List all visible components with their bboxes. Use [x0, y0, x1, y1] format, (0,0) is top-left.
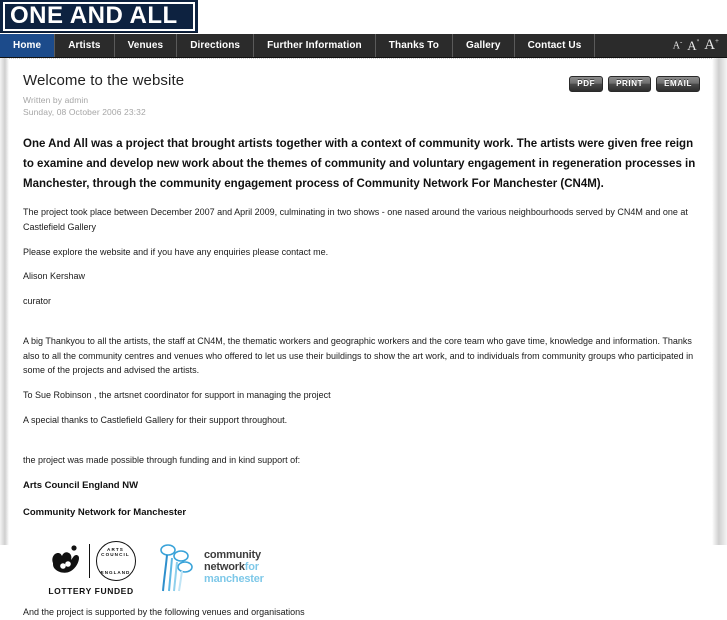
paragraph-thankyou: A big Thankyou to all the artists, the staff at CN4M, the thematic workers and geographic workers and the core team who gave time, knowledge and information. Thanks also to all the community centres and venues who offered to let us use their buildings to show the art work, and to individuals from community groups who participated in some of the projects and advised the artists. [23, 336, 694, 376]
font-reset-button[interactable]: A'' [687, 38, 700, 53]
font-decrease-button[interactable]: A- [672, 38, 683, 52]
closing-paragraph: And the project is supported by the following venues and organisations [23, 607, 305, 618]
article-content [9, 58, 712, 618]
lead-paragraph: One And All was a project that brought artists together with a context of community work. The artists were given free reign to examine and develop new work about the themes of community and voluntary engagement in regeneration processes in Manchester, through the community engagement process of Community Network For Manchester (CN4M). [23, 138, 696, 190]
paragraph-explore: Please explore the website and if you have any enquiries please contact me. [23, 247, 329, 258]
lottery-funded-text: LOTTERY FUNDED [48, 586, 134, 597]
pdf-button[interactable]: PDF [569, 76, 603, 92]
nav-item-further-information[interactable]: Further Information [254, 34, 376, 57]
nav-item-directions[interactable]: Directions [177, 34, 254, 57]
funder-arts-council: Arts Council England NW [23, 479, 139, 491]
nav-item-artists[interactable]: Artists [55, 34, 114, 57]
lottery-funded-logo [43, 539, 139, 596]
nav-item-gallery[interactable]: Gallery [453, 34, 515, 57]
cn4m-line-3: manchester [204, 573, 264, 586]
print-button[interactable]: PRINT [608, 76, 651, 92]
page-left-edge [0, 58, 9, 545]
paragraph-funding-intro: the project was made possible through funding and in kind support of: [23, 455, 301, 466]
spacer [23, 318, 700, 334]
cn4m-line-2: network [204, 561, 245, 574]
spacer-2 [23, 437, 700, 453]
article-header [23, 72, 700, 117]
paragraph-project-dates: The project took place between December 2007 and April 2009, culminating in two shows - one nased around the various neighbourhoods served by CN4M and one at Castlefield Gallery [23, 207, 688, 232]
email-button[interactable]: EMAIL [656, 76, 700, 92]
article-body [23, 135, 700, 620]
site-header [0, 0, 727, 34]
cn4m-swoosh-icon [155, 541, 199, 595]
funder-cn4m: Community Network for Manchester [23, 506, 187, 518]
article-tools [569, 76, 700, 92]
nav-spacer [595, 34, 672, 57]
page-frame [0, 58, 727, 618]
article-date: Sunday, 08 October 2006 23:32 [23, 107, 146, 117]
crossed-fingers-icon [47, 541, 83, 581]
nav-item-venues[interactable]: Venues [115, 34, 178, 57]
cn4m-logo [155, 540, 264, 596]
cn4m-line-1: community [204, 549, 261, 562]
paragraph-castlefield-thanks: A special thanks to Castlefield Gallery for their support throughout. [23, 414, 288, 425]
article-author: Written by admin [23, 95, 89, 105]
font-increase-button[interactable]: A+ [704, 37, 719, 53]
main-navigation [0, 34, 727, 58]
lottery-logo-top [47, 539, 136, 583]
paragraph-curator-name: Alison Kershaw [23, 271, 86, 282]
paragraph-curator-role: curator [23, 295, 52, 306]
paragraph-sue-robinson: To Sue Robinson , the artsnet coordinator for support in managing the project [23, 390, 331, 401]
site-logo-text: ONE AND ALL [10, 2, 178, 29]
cn4m-logo-text [204, 550, 264, 586]
cn4m-for: for [244, 561, 259, 574]
nav-item-thanks-to[interactable]: Thanks To [376, 34, 453, 57]
funder-logos [43, 534, 700, 596]
page-right-edge [712, 58, 727, 545]
logo-divider [89, 544, 90, 578]
nav-item-contact-us[interactable]: Contact Us [515, 34, 596, 57]
arts-council-england-icon: ARTS COUNCIL ENGLAND [96, 541, 136, 581]
nav-item-home[interactable]: Home [0, 34, 55, 57]
font-size-controls [673, 34, 727, 57]
site-logo[interactable] [0, 0, 198, 33]
page-title: Welcome to the website [23, 72, 185, 89]
nav-items [0, 34, 595, 57]
